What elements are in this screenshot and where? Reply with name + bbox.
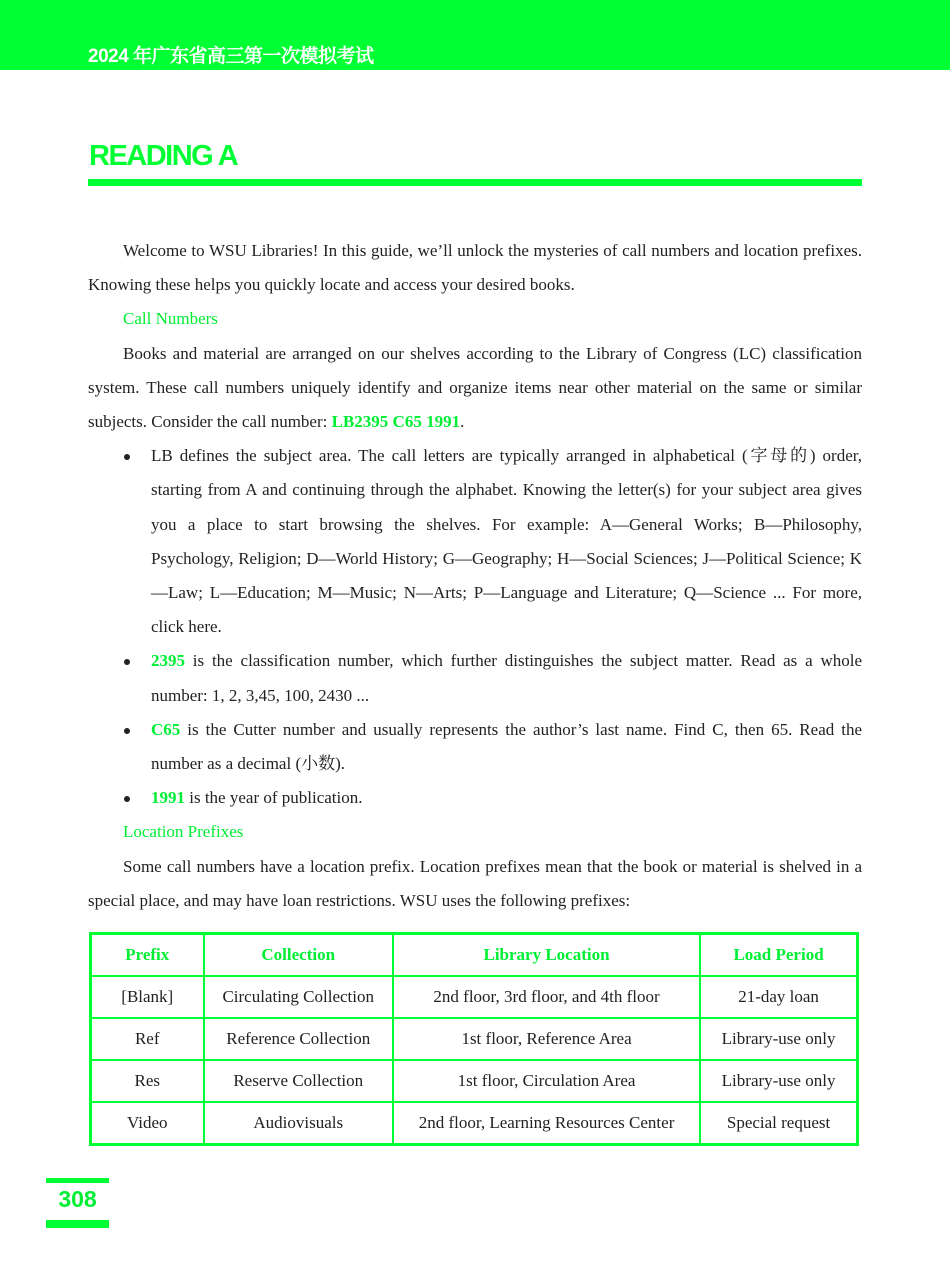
page-number-bottom-bar — [46, 1220, 109, 1228]
period: . — [460, 412, 465, 432]
bullet-text: is the year of publication. — [185, 788, 363, 808]
list-item — [151, 713, 862, 781]
header-cell: Prefix — [91, 934, 204, 977]
table-cell: Audiovisuals — [204, 1102, 393, 1145]
table-cell: Res — [91, 1060, 204, 1102]
bullet-key: C65 — [151, 719, 181, 739]
article-body — [88, 234, 862, 918]
location-prefixes-heading: Location Prefixes — [123, 822, 244, 842]
table-cell: 2nd floor, Learning Resources Center — [393, 1102, 700, 1145]
table-cell: 1st floor, Circulation Area — [393, 1060, 700, 1102]
table-cell: Library-use only — [700, 1060, 857, 1102]
bullet-text: is the Cutter number and usually represents the author’s last name. Find C, then 65. Read the number as a decimal (小数). — [151, 719, 862, 774]
table-row — [91, 1060, 858, 1102]
table-cell: [Blank] — [91, 976, 204, 1018]
table-cell: 21-day loan — [700, 976, 857, 1018]
table-cell: 1st floor, Reference Area — [393, 1018, 700, 1060]
bullet-key: 2395 — [151, 651, 185, 671]
table-cell: Library-use only — [700, 1018, 857, 1060]
table-row — [91, 1018, 858, 1060]
table-cell: 2nd floor, 3rd floor, and 4th floor — [393, 976, 700, 1018]
call-number-parts-list — [88, 439, 862, 815]
header-cell: Library Location — [393, 934, 700, 977]
bullet-text: is the classification number, which further distinguishes the subject matter. Read as a whole number: 1, 2, 3,45, 100, 2430 ... — [151, 651, 862, 705]
list-item — [151, 781, 862, 815]
intro-paragraph: Welcome to WSU Libraries! In this guide, we’ll unlock the mysteries of call numbers and location prefixes. Knowing these helps you quickly locate and access your desired books. — [88, 241, 862, 295]
table-cell: Reserve Collection — [204, 1060, 393, 1102]
list-item — [151, 439, 862, 644]
header-cell: Collection — [204, 934, 393, 977]
table-cell: Ref — [91, 1018, 204, 1060]
page-number: 308 — [58, 1186, 97, 1212]
bullet-text: LB defines the subject area. The call letters are typically arranged in alphabetical (字母的) order, starting from A and continuing through the alphabet. Knowing the letter(s) for your subject area gives you a place to start browsing the shelves. For example: A—General Works; B—Philosophy, Psychology, Religion; D—World History; G—Geography; H—Social Sciences; J—Political Science; K—Law; L—Education; M—Music; N—Arts; P—Language and Literature; Q—Science ... For more, click here. — [151, 446, 862, 637]
header-cell: Load Period — [700, 934, 857, 977]
table-row — [91, 1102, 858, 1145]
bullet-key: 1991 — [151, 788, 185, 808]
example-call-number: LB2395 C65 1991 — [331, 412, 461, 432]
paragraph-text: Books and material are arranged on our shelves according to the Library of Congress (LC) classification system. These call numbers uniquely identify and organize items near other material on the same or similar subjects. Consider the call number: — [88, 343, 862, 432]
prefix-table — [89, 932, 859, 1146]
list-item — [151, 644, 862, 712]
table-cell: Circulating Collection — [204, 976, 393, 1018]
call-numbers-paragraph — [88, 337, 862, 440]
header-band — [0, 0, 950, 70]
table-cell: Reference Collection — [204, 1018, 393, 1060]
location-prefixes-paragraph: Some call numbers have a location prefix. Location prefixes mean that the book or material is shelved in a special place, and may have loan restrictions. WSU uses the following prefixes: — [88, 856, 862, 910]
table-cell: Video — [91, 1102, 204, 1145]
page-number-top-bar — [46, 1178, 109, 1183]
table-row — [91, 976, 858, 1018]
exam-title: 2024 年广东省高三第一次模拟考试 — [88, 46, 374, 67]
table-cell: Special request — [700, 1102, 857, 1145]
title-underline — [88, 179, 862, 186]
call-numbers-heading: Call Numbers — [123, 309, 218, 329]
section-title: READING A — [89, 140, 238, 172]
table-header-row — [91, 934, 858, 977]
